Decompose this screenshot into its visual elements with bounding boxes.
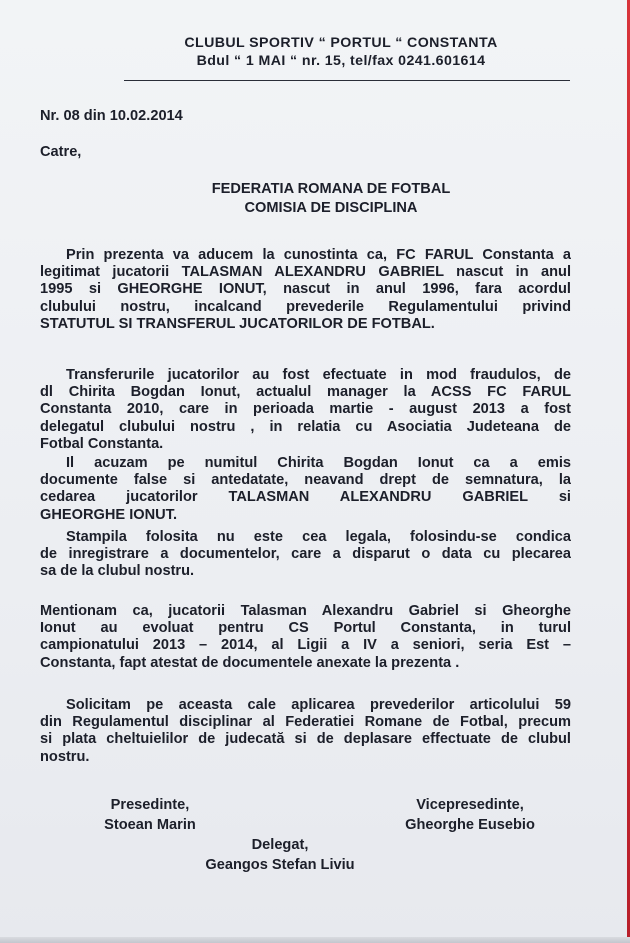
recipient-federation: FEDERATIA ROMANA DE FOTBAL <box>211 181 451 197</box>
paragraph-3 <box>40 455 571 524</box>
paragraph-2 <box>40 367 571 453</box>
club-address: Bdul “ 1 MAI “ nr. 15, tel/fax 0241.601614 <box>196 53 486 69</box>
page-bottom-edge <box>0 937 630 943</box>
text-line: Solicitam pe aceasta cale aplicarea prevederilor articolului 59 <box>66 697 571 713</box>
text-line: Il acuzam pe numitul Chirita Bogdan Ionut ca a emis <box>66 455 571 471</box>
text-line: STATUTUL SI TRANSFERUL JUCATORILOR DE FOTBAL. <box>40 315 435 332</box>
text-line: nostru. <box>40 748 90 765</box>
text-line: clubului nostru, incalcand prevederile Regulamentului privind <box>40 298 571 315</box>
text-line: Transferurile jucatorilor au fost efectuate in mod fraudulos, de <box>66 367 571 383</box>
vicepresident-signature <box>380 795 560 835</box>
text-line: cedarea jucatorilor TALASMAN ALEXANDRU GABRIEL si <box>40 489 571 506</box>
text-line: din Regulamentul disciplinar al Federatiei Romane de Fotbal, precum <box>40 714 571 731</box>
text-line: dl Chirita Bogdan Ionut, actualul manager la ACSS FC FARUL <box>40 384 571 401</box>
text-line: Mentionam ca, jucatorii Talasman Alexandru Gabriel si Gheorghe <box>40 603 571 619</box>
letterhead <box>0 34 630 70</box>
vicepresident-name: Gheorghe Eusebio <box>405 817 535 833</box>
text-line: Fotbal Constanta. <box>40 435 164 452</box>
paragraph-6 <box>40 697 571 766</box>
text-line: GHEORGHE IONUT. <box>40 506 178 523</box>
reference-number: Nr. 08 din 10.02.2014 <box>40 108 183 124</box>
recipient-commission: COMISIA DE DISCIPLINA <box>244 200 418 216</box>
president-name: Stoean Marin <box>104 817 196 833</box>
text-line: Prin prezenta va aducem la cunostinta ca, FC FARUL Constanta a <box>66 247 571 263</box>
text-line: si plata cheltuielilor de judecată si de deplasare effectuate de clubul <box>40 731 571 748</box>
letterhead-rule <box>124 80 570 81</box>
text-line: documente false si antedatate, neavand drept de semnatura, la <box>40 472 571 489</box>
text-line: legitimat jucatorii TALASMAN ALEXANDRU GABRIEL nascut in anul <box>40 264 571 281</box>
text-line: Stampila folosita nu este cea legala, folosindu-se condica <box>66 529 571 545</box>
delegate-title: Delegat, <box>251 837 309 853</box>
text-line: sa de la clubul nostru. <box>40 563 195 580</box>
text-line: Constanta 2010, care in perioada martie - august 2013 a fost <box>40 401 571 418</box>
club-name: CLUBUL SPORTIV “ PORTUL “ CONSTANTA <box>184 35 498 51</box>
text-line: delegatul clubului nostru , in relatia cu Asociatia Judeteana de <box>40 418 571 435</box>
text-line: de inregistrare a documentelor, care a disparut o data cu plecarea <box>40 546 571 563</box>
salutation: Catre, <box>40 144 82 160</box>
text-line: Constanta, fapt atestat de documentele anexate la prezenta . <box>40 654 460 671</box>
paragraph-1 <box>40 247 571 333</box>
paragraph-5 <box>40 603 571 672</box>
president-signature <box>80 795 220 835</box>
vicepresident-title: Vicepresedinte, <box>416 797 524 813</box>
delegate-signature <box>190 835 370 875</box>
president-title: Presedinte, <box>110 797 190 813</box>
text-line: Ionut au evoluat pentru CS Portul Constanta, in turul <box>40 620 571 637</box>
text-line: 1995 si GHEORGHE IONUT, nascut in anul 1996, fara acordul <box>40 281 571 298</box>
paragraph-4 <box>40 529 571 581</box>
delegate-name: Geangos Stefan Liviu <box>205 857 355 873</box>
text-line: campionatului 2013 – 2014, al Ligii a IV a seniori, seria Est – <box>40 637 571 654</box>
